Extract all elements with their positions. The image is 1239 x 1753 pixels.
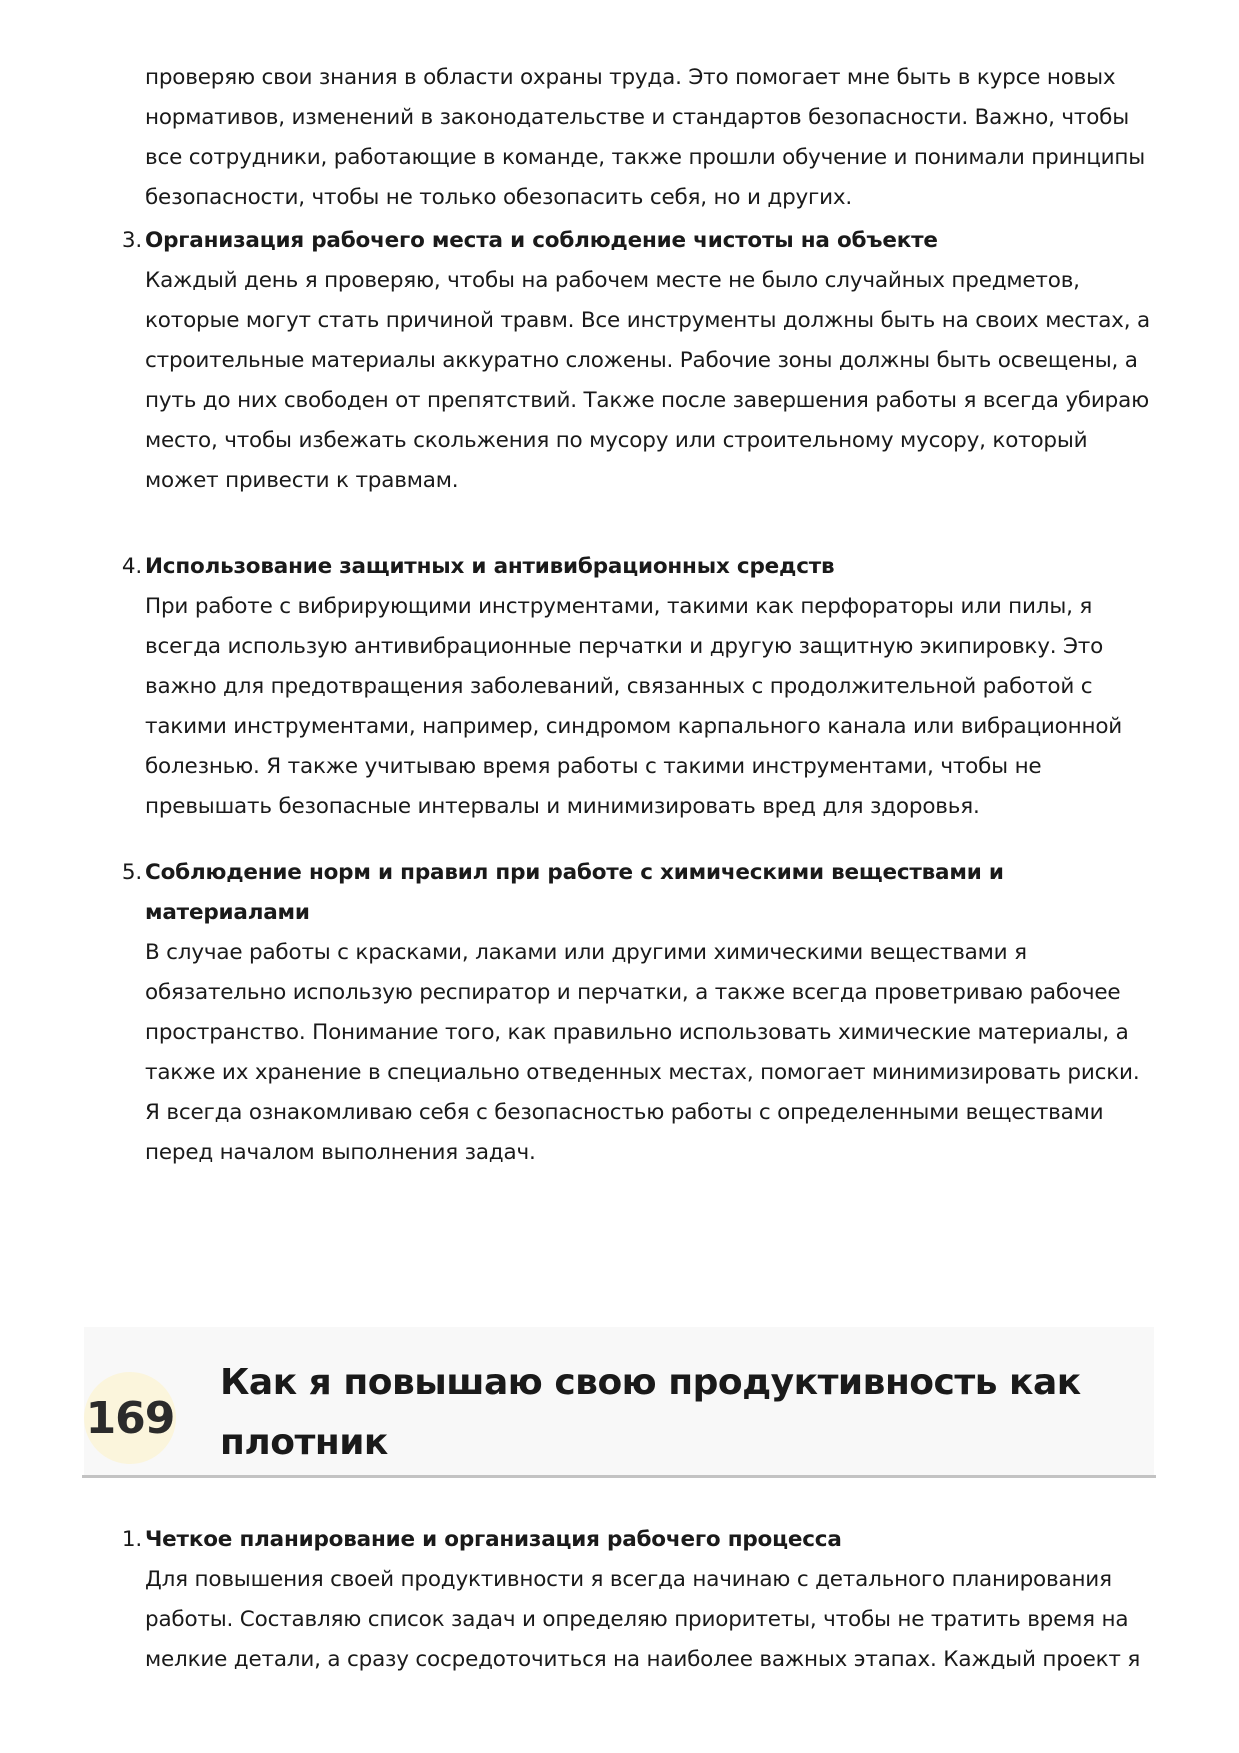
section-number-badge: 169 <box>84 1372 176 1464</box>
list-item-title: Соблюдение норм и правил при работе с химическими веществами и материалами <box>145 860 1004 925</box>
section-divider <box>82 1475 1156 1478</box>
list-item-body: Для повышения своей продуктивности я всегда начинаю с детального планирования работы. Составляю список задач и определяю приоритеты, чтобы не тратить время на мелкие детали, а сразу сосредоточиться на наиболее важных этапах. Каждый проект я <box>145 1567 1141 1672</box>
list-item-number: 5. <box>121 860 142 885</box>
productivity-list-item-1 <box>121 1520 1155 1680</box>
list-item-number: 3. <box>121 228 142 253</box>
section-header <box>84 1327 1154 1477</box>
continuation-paragraph: проверяю свои знания в области охраны труда. Это помогает мне быть в курсе новых нормативов, изменений в законодательстве и стандартов безопасности. Важно, чтобы все сотрудники, работающие в команде, также прошли обучение и понимали принципы безопасности, чтобы не только обезопасить себя, но и других. <box>145 65 1146 210</box>
list-item-body: В случае работы с красками, лаками или другими химическими веществами я обязательно использую респиратор и перчатки, а также всегда проветриваю рабочее пространство. Понимание того, как правильно использовать химические материалы, а также их хранение в специально отведенных местах, помогает минимизировать риски. Я всегда ознакомливаю себя с безопасностью работы с определенными веществами перед началом выполнения задач. <box>145 940 1140 1165</box>
list-item-number: 1. <box>121 1527 142 1552</box>
list-item-title: Организация рабочего места и соблюдение чистоты на объекте <box>145 228 938 253</box>
section-title: Как я повышаю свою продуктивность как плотник <box>220 1362 1081 1463</box>
list-item-4 <box>121 547 1155 827</box>
list-item-title: Четкое планирование и организация рабочего процесса <box>145 1527 842 1552</box>
list-item-3 <box>121 221 1155 501</box>
list-item-body: Каждый день я проверяю, чтобы на рабочем месте не было случайных предметов, которые могут стать причиной травм. Все инструменты должны быть на своих местах, а строительные материалы аккуратно сложены. Рабочие зоны должны быть освещены, а путь до них свободен от препятствий. Также после завершения работы я всегда убираю место, чтобы избежать скольжения по мусору или строительному мусору, который может привести к травмам. <box>145 268 1150 493</box>
list-item-number: 4. <box>121 554 142 579</box>
list-item-title: Использование защитных и антивибрационных средств <box>145 554 835 579</box>
list-item-5 <box>121 853 1155 1173</box>
list-item-body: При работе с вибрирующими инструментами, такими как перфораторы или пилы, я всегда использую антивибрационные перчатки и другую защитную экипировку. Это важно для предотвращения заболеваний, связанных с продолжительной работой с такими инструментами, например, синдромом карпального канала или вибрационной болезнью. Я также учитываю время работы с такими инструментами, чтобы не превышать безопасные интервалы и минимизировать вред для здоровья. <box>145 594 1123 819</box>
